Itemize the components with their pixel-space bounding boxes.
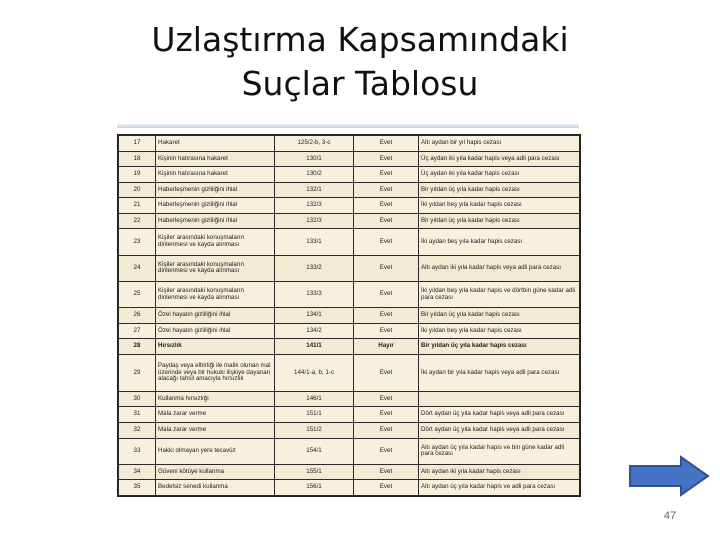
- penalty-cell: Altı aydan iki yıla kadar hapis cezası: [419, 464, 580, 480]
- conciliation-cell: Evet: [354, 354, 419, 391]
- crimes-table: [118, 135, 580, 496]
- article-cell: 130/1: [275, 151, 354, 167]
- crime-name-cell: Mala zarar verme: [156, 422, 275, 438]
- conciliation-cell: Evet: [354, 407, 419, 423]
- crime-name-cell: Kullanma hırsızlığı: [156, 391, 275, 407]
- conciliation-cell: Evet: [354, 167, 419, 183]
- penalty-cell: İki aydan beş yıla kadar hapis cezası: [419, 229, 580, 255]
- crime-name-cell: Özel hayatın gizliliğini ihlal: [156, 308, 275, 324]
- table-row: [119, 391, 580, 407]
- crimes-table-image: [117, 134, 581, 497]
- table-row: [119, 438, 580, 464]
- penalty-cell: Altı aydan bir yıl hapis cezası: [419, 136, 580, 152]
- table-row: [119, 198, 580, 214]
- article-cell: 125/2-b, 3-c: [275, 136, 354, 152]
- article-cell: 155/1: [275, 464, 354, 480]
- row-number-cell: 22: [119, 213, 156, 229]
- penalty-cell: Dört aydan üç yıla kadar hapis veya adli para cezası: [419, 407, 580, 423]
- row-number-cell: 29: [119, 354, 156, 391]
- crime-name-cell: Haberleşmenin gizliliğini ihlal: [156, 213, 275, 229]
- conciliation-cell: Evet: [354, 136, 419, 152]
- penalty-cell: İki yıldan beş yıla kadar hapis cezası: [419, 198, 580, 214]
- conciliation-cell: Evet: [354, 391, 419, 407]
- table-row: [119, 281, 580, 307]
- article-cell: 133/1: [275, 229, 354, 255]
- row-number-cell: 28: [119, 339, 156, 355]
- row-number-cell: 32: [119, 422, 156, 438]
- crime-name-cell: Hırsızlık: [156, 339, 275, 355]
- conciliation-cell: Hayır: [354, 339, 419, 355]
- article-cell: 132/3: [275, 198, 354, 214]
- page-title: [0, 18, 720, 106]
- row-number-cell: 20: [119, 182, 156, 198]
- row-number-cell: 25: [119, 281, 156, 307]
- article-cell: 151/1: [275, 407, 354, 423]
- penalty-cell: İki aydan bir yıla kadar hapis veya adli para cezası: [419, 354, 580, 391]
- row-number-cell: 30: [119, 391, 156, 407]
- article-cell: 146/1: [275, 391, 354, 407]
- row-number-cell: 17: [119, 136, 156, 152]
- table-row: [119, 354, 580, 391]
- article-cell: 134/1: [275, 308, 354, 324]
- crime-name-cell: Bedelsiz senedi kullanma: [156, 480, 275, 496]
- row-number-cell: 27: [119, 323, 156, 339]
- table-row: [119, 407, 580, 423]
- table-row: [119, 229, 580, 255]
- penalty-cell: [419, 391, 580, 407]
- table-row: [119, 422, 580, 438]
- row-number-cell: 34: [119, 464, 156, 480]
- penalty-cell: Bir yıldan üç yıla kadar hapis cezası: [419, 182, 580, 198]
- conciliation-cell: Evet: [354, 480, 419, 496]
- penalty-cell: Altı aydan üç yıla kadar hapis ve bin güne kadar adli para cezası: [419, 438, 580, 464]
- article-cell: 154/1: [275, 438, 354, 464]
- penalty-cell: Üç aydan iki yıla kadar hapis cezası: [419, 167, 580, 183]
- conciliation-cell: Evet: [354, 198, 419, 214]
- crime-name-cell: Kişiler arasındaki konuşmaların dinlenmesi ve kayda alınması: [156, 255, 275, 281]
- crime-name-cell: Hakaret: [156, 136, 275, 152]
- table-row: [119, 480, 580, 496]
- table-row: [119, 167, 580, 183]
- penalty-cell: Dört aydan üç yıla kadar hapis veya adli para cezası: [419, 422, 580, 438]
- crime-name-cell: Mala zarar verme: [156, 407, 275, 423]
- row-number-cell: 23: [119, 229, 156, 255]
- crime-name-cell: Özel hayatın gizliliğini ihlal: [156, 323, 275, 339]
- row-number-cell: 31: [119, 407, 156, 423]
- conciliation-cell: Evet: [354, 323, 419, 339]
- conciliation-cell: Evet: [354, 182, 419, 198]
- penalty-cell: Bir yıldan üç yıla kadar hapis cezası: [419, 213, 580, 229]
- article-cell: 144/1-a, b, 1-c: [275, 354, 354, 391]
- penalty-cell: İki yıldan beş yıla kadar hapis ve dörtbin güne kadar adli para cezası: [419, 281, 580, 307]
- crime-name-cell: Haberleşmenin gizliliğini ihlal: [156, 182, 275, 198]
- crime-name-cell: Güveni kötüye kullanma: [156, 464, 275, 480]
- row-number-cell: 33: [119, 438, 156, 464]
- article-cell: 156/1: [275, 480, 354, 496]
- row-number-cell: 26: [119, 308, 156, 324]
- table-row: [119, 136, 580, 152]
- row-number-cell: 24: [119, 255, 156, 281]
- table-row: [119, 182, 580, 198]
- crime-name-cell: Kişinin hatırasına hakaret: [156, 151, 275, 167]
- row-number-cell: 18: [119, 151, 156, 167]
- crime-name-cell: Kişiler arasındaki konuşmaların dinlenmesi ve kayda alınması: [156, 229, 275, 255]
- crime-name-cell: Haberleşmenin gizliliğini ihlal: [156, 198, 275, 214]
- row-number-cell: 21: [119, 198, 156, 214]
- crime-name-cell: Kişiler arasındaki konuşmaların dinlenmesi ve kayda alınması: [156, 281, 275, 307]
- next-slide-button[interactable]: [627, 455, 711, 497]
- table-row: [119, 308, 580, 324]
- page-number: 47: [663, 510, 677, 522]
- crime-name-cell: Paydaş veya elbirliği ile malik olunan mal üzerinde veya bir hukuki ilişkiye dayanan alacağı tahsil amacıyla hırsızlık: [156, 354, 275, 391]
- article-cell: 130/2: [275, 167, 354, 183]
- article-cell: 132/1: [275, 182, 354, 198]
- title-line-1: Uzlaştırma Kapsamındaki: [151, 20, 569, 59]
- right-arrow-icon[interactable]: [630, 457, 708, 495]
- title-line-2: Suçlar Tablosu: [241, 64, 479, 103]
- conciliation-cell: Evet: [354, 281, 419, 307]
- row-number-cell: 35: [119, 480, 156, 496]
- penalty-cell: Altı aydan iki yıla kadar hapis veya adli para cezası: [419, 255, 580, 281]
- table-row: [119, 213, 580, 229]
- conciliation-cell: Evet: [354, 422, 419, 438]
- article-cell: 141/1: [275, 339, 354, 355]
- penalty-cell: Bir yıldan üç yıla kadar hapis cezası: [419, 339, 580, 355]
- crime-name-cell: Hakkı olmayan yere tecavüz: [156, 438, 275, 464]
- conciliation-cell: Evet: [354, 229, 419, 255]
- article-cell: 134/2: [275, 323, 354, 339]
- row-number-cell: 19: [119, 167, 156, 183]
- conciliation-cell: Evet: [354, 255, 419, 281]
- crime-name-cell: Kişinin hatırasına hakaret: [156, 167, 275, 183]
- conciliation-cell: Evet: [354, 438, 419, 464]
- table-top-rule: [117, 124, 579, 128]
- article-cell: 133/3: [275, 281, 354, 307]
- article-cell: 132/3: [275, 213, 354, 229]
- penalty-cell: Üç aydan iki yıla kadar hapis veya adli para cezası: [419, 151, 580, 167]
- conciliation-cell: Evet: [354, 151, 419, 167]
- conciliation-cell: Evet: [354, 213, 419, 229]
- table-row: [119, 339, 580, 355]
- article-cell: 133/2: [275, 255, 354, 281]
- conciliation-cell: Evet: [354, 464, 419, 480]
- penalty-cell: İki yıldan beş yıla kadar hapis cezası: [419, 323, 580, 339]
- penalty-cell: Altı aydan üç yıla kadar hapis ve adli para cezası: [419, 480, 580, 496]
- penalty-cell: Bir yıldan üç yıla kadar hapis cezası: [419, 308, 580, 324]
- table-row: [119, 323, 580, 339]
- table-row: [119, 151, 580, 167]
- article-cell: 151/2: [275, 422, 354, 438]
- conciliation-cell: Evet: [354, 308, 419, 324]
- table-row: [119, 255, 580, 281]
- table-row: [119, 464, 580, 480]
